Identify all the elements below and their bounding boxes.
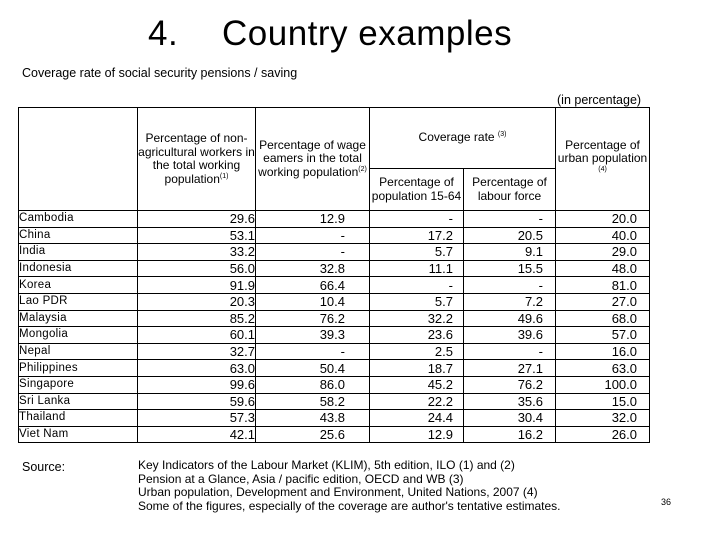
source-label: Source: [22,460,66,474]
country-cell: Thailand [19,410,138,427]
labour-force-cell: 16.2 [464,426,556,443]
urban-population-cell: 63.0 [556,360,650,377]
population-15-64-cell: 5.7 [370,244,464,261]
urban-population-cell: 16.0 [556,343,650,360]
country-cell: Korea [19,277,138,294]
population-15-64-cell: 18.7 [370,360,464,377]
wage-earners-cell: 66.4 [256,277,370,294]
urban-population-cell: 20.0 [556,211,650,228]
population-15-64-cell: 11.1 [370,260,464,277]
country-cell: Singapore [19,376,138,393]
source-line: Urban population, Development and Environment, United Nations, 2007 (4) [138,485,538,500]
table-row [19,227,650,244]
header-urban-population: Percentage of urban population $^{(4)}$ [556,108,650,211]
wage-earners-cell: 76.2 [256,310,370,327]
slide-title-text: Country examples [222,14,513,53]
non-agricultural-cell: 53.1 [138,227,256,244]
urban-population-cell: 27.0 [556,293,650,310]
non-agricultural-cell: 63.0 [138,360,256,377]
non-agricultural-cell: 99.6 [138,376,256,393]
wage-earners-cell: 50.4 [256,360,370,377]
country-cell: Nepal [19,343,138,360]
labour-force-cell: - [464,211,556,228]
non-agricultural-cell: 33.2 [138,244,256,261]
labour-force-cell: 27.1 [464,360,556,377]
labour-force-cell: 76.2 [464,376,556,393]
table-row [19,393,650,410]
urban-population-cell: 48.0 [556,260,650,277]
non-agricultural-cell: 20.3 [138,293,256,310]
table-row [19,211,650,228]
population-15-64-cell: - [370,211,464,228]
urban-population-cell: 32.0 [556,410,650,427]
country-cell: Sri Lanka [19,393,138,410]
country-cell: Mongolia [19,327,138,344]
table-row [19,277,650,294]
population-15-64-cell: - [370,277,464,294]
slide-number: 4. [148,14,179,53]
table-subtitle: Coverage rate of social security pensions / saving [22,66,298,80]
urban-population-cell: 15.0 [556,393,650,410]
labour-force-cell: - [464,343,556,360]
urban-population-cell: 26.0 [556,426,650,443]
wage-earners-cell: - [256,227,370,244]
population-15-64-cell: 5.7 [370,293,464,310]
non-agricultural-cell: 60.1 [138,327,256,344]
table-row [19,293,650,310]
labour-force-cell: 15.5 [464,260,556,277]
table-row [19,410,650,427]
urban-population-cell: 57.0 [556,327,650,344]
urban-population-cell: 81.0 [556,277,650,294]
urban-population-cell: 100.0 [556,376,650,393]
population-15-64-cell: 23.6 [370,327,464,344]
source-line: Pension at a Glance, Asia / pacific edition, OECD and WB (3) [138,471,464,486]
non-agricultural-cell: 59.6 [138,393,256,410]
labour-force-cell: 9.1 [464,244,556,261]
wage-earners-cell: 32.8 [256,260,370,277]
wage-earners-cell: 43.8 [256,410,370,427]
country-cell: Viet Nam [19,426,138,443]
urban-population-cell: 29.0 [556,244,650,261]
wage-earners-cell: 86.0 [256,376,370,393]
non-agricultural-cell: 91.9 [138,277,256,294]
wage-earners-cell: 12.9 [256,211,370,228]
header-wage-earners: Percentage of wage eamers in the total working population$^{(2)}$ [256,108,370,211]
wage-earners-cell: - [256,343,370,360]
slide-title [148,14,512,54]
urban-population-cell: 68.0 [556,310,650,327]
labour-force-cell: 7.2 [464,293,556,310]
population-15-64-cell: 22.2 [370,393,464,410]
non-agricultural-cell: 32.7 [138,343,256,360]
wage-earners-cell: 58.2 [256,393,370,410]
table-row [19,260,650,277]
non-agricultural-cell: 42.1 [138,426,256,443]
labour-force-cell: 35.6 [464,393,556,410]
labour-force-cell: 30.4 [464,410,556,427]
country-cell: Philippines [19,360,138,377]
coverage-table [18,107,650,443]
wage-earners-cell: 39.3 [256,327,370,344]
source-line: Key Indicators of the Labour Market (KLIM), 5th edition, ILO (1) and (2) [138,458,515,472]
wage-earners-cell: - [256,244,370,261]
country-cell: India [19,244,138,261]
page-number: 36 [661,497,672,507]
table-row [19,343,650,360]
non-agricultural-cell: 85.2 [138,310,256,327]
source-line: Some of the figures, especially of the coverage are author's tentative estimates. [138,498,561,513]
population-15-64-cell: 45.2 [370,376,464,393]
non-agricultural-cell: 29.6 [138,211,256,228]
urban-population-cell: 40.0 [556,227,650,244]
labour-force-cell: - [464,277,556,294]
country-cell: Indonesia [19,260,138,277]
source-notes [138,459,561,513]
labour-force-cell: 39.6 [464,327,556,344]
table-row [19,426,650,443]
labour-force-cell: 20.5 [464,227,556,244]
country-cell: Malaysia [19,310,138,327]
population-15-64-cell: 24.4 [370,410,464,427]
population-15-64-cell: 12.9 [370,426,464,443]
table-row [19,244,650,261]
header-non-agricultural: Percentage of non-agricultural workers in the total working population$^{(1)}$ [138,108,256,211]
table-row [19,310,650,327]
table-row [19,327,650,344]
country-cell: China [19,227,138,244]
population-15-64-cell: 17.2 [370,227,464,244]
population-15-64-cell: 2.5 [370,343,464,360]
table-row [19,376,650,393]
non-agricultural-cell: 56.0 [138,260,256,277]
labour-force-cell: 49.6 [464,310,556,327]
unit-note: (in percentage) [557,93,642,107]
country-cell: Cambodia [19,211,138,228]
header-labour-force: Percentage of labour force [464,169,556,211]
population-15-64-cell: 32.2 [370,310,464,327]
country-cell: Lao PDR [19,293,138,310]
header-population-15-64: Percentage of population 15-64 [370,169,464,211]
wage-earners-cell: 25.6 [256,426,370,443]
header-country [19,108,138,211]
header-coverage-rate: Coverage rate $^{(3)}$ [370,108,556,169]
table-row [19,360,650,377]
non-agricultural-cell: 57.3 [138,410,256,427]
wage-earners-cell: 10.4 [256,293,370,310]
